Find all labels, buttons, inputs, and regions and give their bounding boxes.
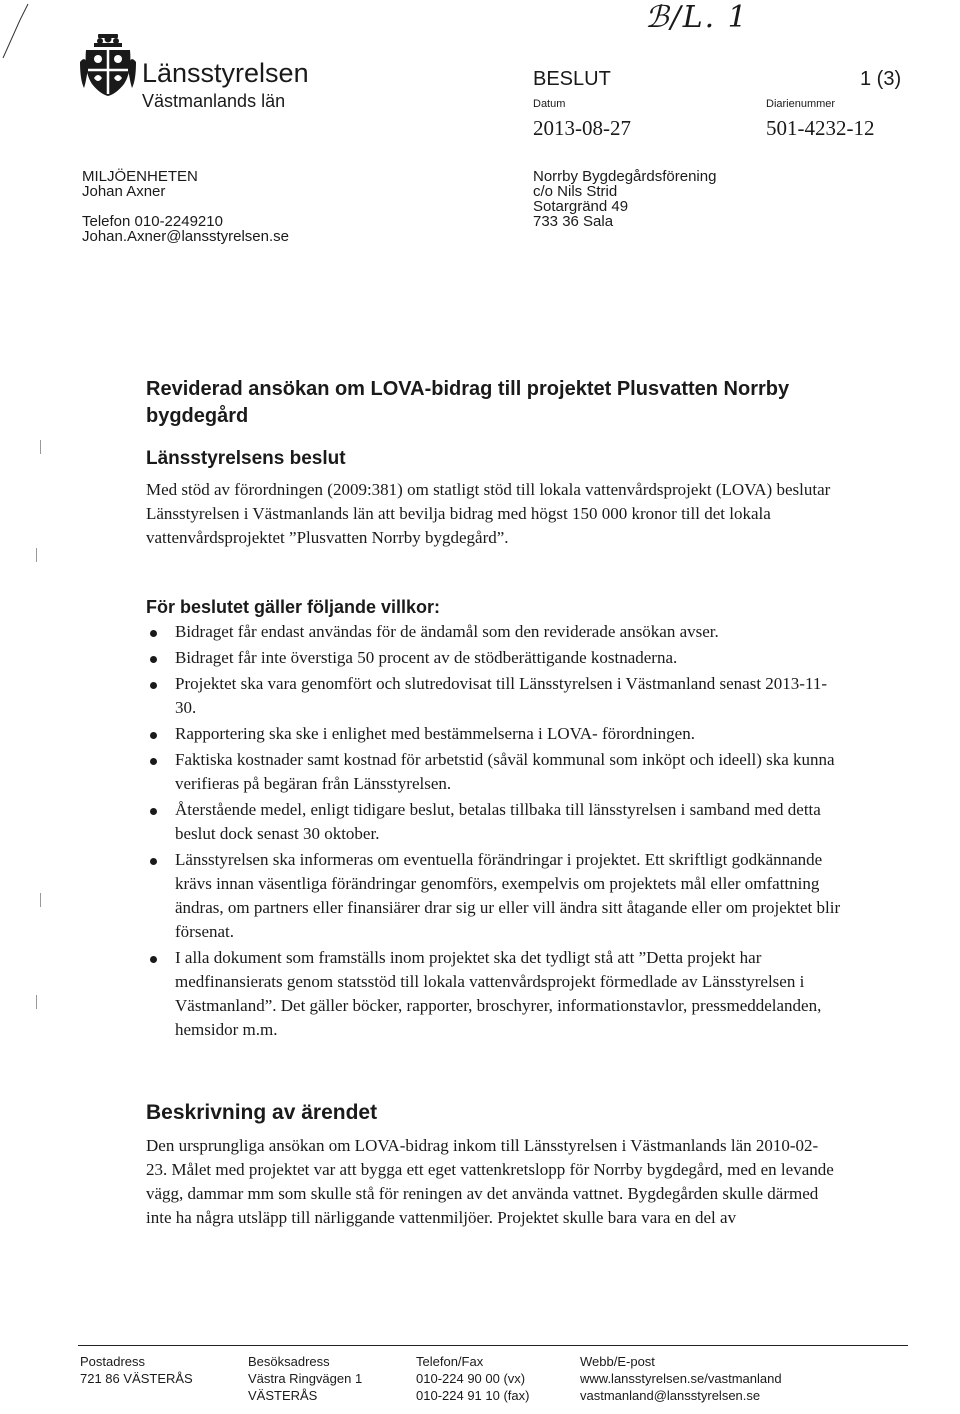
footer-value: VÄSTERÅS	[248, 1388, 318, 1403]
condition-item	[146, 672, 846, 720]
bullet-icon	[150, 808, 157, 815]
condition-text: I alla dokument som framställs inom projektet ska det tydligt stå att ”Detta projekt har medfinansierats genom statsstöd till lokala vattenvårdsprojekt förmedlade av Länsstyrelsen i Västmanland”. Det gäller böcker, rapporter, broschyrer, informationstavlor, pressmeddelanden, hemsidor m.m.	[175, 948, 822, 1039]
footer-value: 010-224 90 00 (vx)	[416, 1371, 526, 1386]
condition-item	[146, 748, 846, 796]
sender-phone: Telefon 010-2249210	[82, 213, 223, 230]
description-heading: Beskrivning av ärendet	[146, 1101, 378, 1124]
condition-text: Projektet ska vara genomfört och slutredovisat till Länsstyrelsen i Västmanland senast 2013-11-30.	[175, 674, 827, 717]
handwritten-note: ℬ/L. 1	[645, 0, 749, 35]
margin-mark	[36, 995, 41, 1009]
decision-text: Med stöd av förordningen (2009:381) om statligt stöd till lokala vattenvårdsprojekt (LOVA) beslutar Länsstyrelsen i Västmanlands län att bevilja bidrag med högst 150 000 kronor till det lokala vattenvårdsprojektet ”Plusvatten Norrby bygdegård”.	[146, 480, 831, 547]
condition-item	[146, 620, 846, 644]
footer-web-email	[580, 1353, 782, 1404]
sender-email: Johan.Axner@lansstyrelsen.se	[82, 228, 289, 245]
organization-name: Länsstyrelsen	[142, 58, 309, 88]
footer-value: 721 86 VÄSTERÅS	[80, 1371, 193, 1386]
condition-item	[146, 848, 846, 944]
date-value: 2013-08-27	[533, 116, 631, 140]
margin-mark	[40, 440, 45, 454]
condition-text: Länsstyrelsen ska informeras om eventuella förändringar i projektet. Ett skriftligt godkännande krävs innan väsentliga förändringar genomförs, exempelvis om projektets mål eller omfattning ändras, om partners eller finansiärer drar sig ur eller vill ändra sitt åtagande eller om projektet blir försenat.	[175, 850, 841, 941]
conditions-heading: För beslutet gäller följande villkor:	[146, 597, 441, 617]
organization-county: Västmanlands län	[142, 91, 286, 111]
document-type: BESLUT	[533, 68, 611, 90]
document-title: Reviderad ansökan om LOVA-bidrag till projektet Plusvatten Norrby bygdegård	[146, 378, 790, 427]
margin-mark	[40, 893, 45, 907]
condition-text: Rapportering ska ske i enlighet med bestämmelserna i LOVA- förordningen.	[175, 724, 695, 743]
footer-value: Västra Ringvägen 1	[248, 1371, 363, 1386]
condition-text: Faktiska kostnader samt kostnad för arbetstid (såväl kommunal som inköpt och ideell) ska kunna verifieras på begäran från Länsstyrelsen.	[175, 750, 835, 793]
footer-postal-address	[80, 1353, 193, 1387]
footer-label: Besöksadress	[248, 1354, 330, 1369]
page-number: 1 (3)	[860, 68, 902, 90]
date-label: Datum	[533, 98, 566, 110]
footer-label: Webb/E-post	[580, 1354, 655, 1369]
condition-item	[146, 722, 846, 746]
margin-mark	[36, 548, 41, 562]
bullet-icon	[150, 682, 157, 689]
condition-item	[146, 946, 846, 1042]
bullet-icon	[150, 630, 157, 637]
bullet-icon	[150, 956, 157, 963]
condition-text: Återstående medel, enligt tidigare beslut, betalas tillbaka till länsstyrelsen i samband med detta beslut dock senast 30 oktober.	[175, 800, 821, 843]
footer-visit-address	[248, 1353, 362, 1404]
footer-website: www.lansstyrelsen.se/vastmanland	[580, 1371, 782, 1386]
description-text: Den ursprungliga ansökan om LOVA-bidrag inkom till Länsstyrelsen i Västmanlands län 2010-02-23. Målet med projektet var att bygga ett eget vattenkretslopp för Norrby bygdegård, med en levande vägg, dammar mm som skulle stå för reningen av det använda vattnet. Bygdegården skulle därmed inte ha några utsläpp till närliggande vattenmiljöer. Projektet skulle bara vara en del av	[146, 1136, 834, 1227]
registration-number: 501-4232-12	[766, 116, 875, 140]
footer-label: Postadress	[80, 1354, 146, 1369]
registration-label: Diarienummer	[766, 98, 836, 110]
condition-text: Bidraget får inte överstiga 50 procent av de stödberättigande kostnaderna.	[175, 648, 678, 667]
bullet-icon	[150, 656, 157, 663]
footer-value: 010-224 91 10 (fax)	[416, 1388, 530, 1403]
condition-item	[146, 798, 846, 846]
sender-name: Johan Axner	[82, 183, 166, 200]
coat-of-arms-logo	[80, 32, 136, 98]
sender-block	[82, 169, 289, 244]
condition-item	[146, 646, 846, 670]
recipient-line: c/o Nils Strid	[533, 183, 618, 200]
footer-divider	[78, 1345, 908, 1346]
footer-email: vastmanland@lansstyrelsen.se	[580, 1388, 761, 1403]
bullet-icon	[150, 732, 157, 739]
recipient-line: Sotargränd 49	[533, 198, 629, 215]
recipient-line: Norrby Bygdegårdsförening	[533, 168, 717, 185]
decision-heading: Länsstyrelsens beslut	[146, 448, 346, 469]
sender-unit: MILJÖENHETEN	[82, 168, 198, 185]
bullet-icon	[150, 758, 157, 765]
pen-mark-icon	[0, 0, 30, 60]
footer-phone-fax	[416, 1353, 529, 1404]
footer-label: Telefon/Fax	[416, 1354, 484, 1369]
recipient-line: 733 36 Sala	[533, 213, 614, 230]
condition-text: Bidraget får endast användas för de ändamål som den reviderade ansökan avser.	[175, 622, 719, 641]
bullet-icon	[150, 858, 157, 865]
recipient-address	[533, 169, 716, 229]
conditions-list	[146, 620, 846, 1044]
